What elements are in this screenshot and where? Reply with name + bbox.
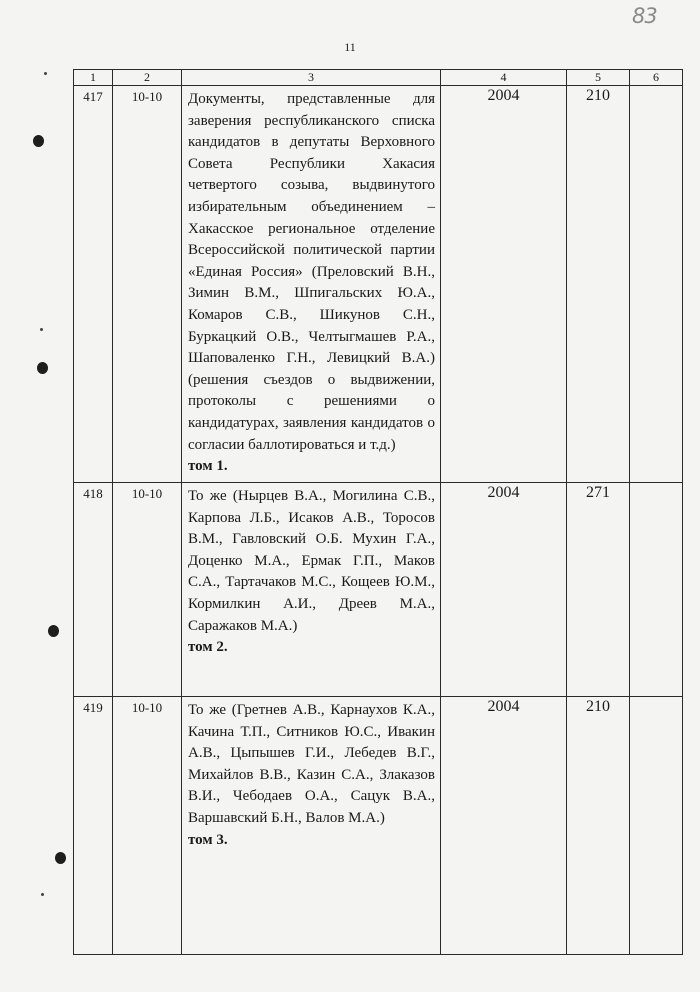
item-sheets: 210 <box>567 86 630 483</box>
binder-hole <box>37 362 48 374</box>
item-number: 417 <box>74 86 113 483</box>
table-row <box>74 86 683 483</box>
binder-hole <box>48 625 59 637</box>
col-header: 5 <box>567 70 630 86</box>
item-text: Документы, представленные для заверения республиканского списка кандидатов в депутаты Верховного Совета Республики Хакасия четвертого созыва, выдвинутого избирательным объединением – Хакасское региональное отделение Всероссийской политической партии «Единая Россия» (Преловский В.Н., Зимин В.М., Шпигальских Ю.А., Комаров С.В., Шикунов С.Н., Буркацкий О.В., Челтыгмашев Р.А., Шаповаленко Г.Н., Левицкий В.А.) (решения съездов о выдвижении, протоколы с решениями о кандидатурах, заявления кандидатов о согласии баллотироваться и т.д.) <box>188 91 435 453</box>
item-note <box>630 697 683 955</box>
item-description <box>182 86 441 483</box>
item-year: 2004 <box>441 697 567 955</box>
item-volume: том 1. <box>188 458 228 475</box>
item-text: То же (Нырцев В.А., Могилина С.В., Карпова Л.Б., Исаков А.В., Торосов В.М., Гавловский О.Б. Мухин Г.А., Доценко М.А., Ермак Г.П., Маков С.А., Тартачаков М.С., Кощеев Ю.М., Кормилкин А.И., Дреев М.А., Саражаков М.А.) <box>188 488 435 634</box>
table-row <box>74 483 683 697</box>
item-number: 418 <box>74 483 113 697</box>
header-row <box>74 70 683 86</box>
speck <box>44 72 47 75</box>
item-volume: том 2. <box>188 639 228 656</box>
col-header: 1 <box>74 70 113 86</box>
item-sheets: 271 <box>567 483 630 697</box>
item-note <box>630 86 683 483</box>
col-header: 6 <box>630 70 683 86</box>
binder-hole <box>33 135 44 147</box>
item-year: 2004 <box>441 86 567 483</box>
item-code: 10-10 <box>113 483 182 697</box>
item-year: 2004 <box>441 483 567 697</box>
item-code: 10-10 <box>113 697 182 955</box>
binder-hole <box>55 852 66 864</box>
inventory-table <box>73 69 683 955</box>
item-text: То же (Гретнев А.В., Карнаухов К.А., Качина Т.П., Ситников Ю.С., Ивакин А.В., Цыпышев Г.И., Лебедев В.Г., Михайлов В.В., Казин С.А., Злаказов В.И., Чебодаев О.А., Сацук В.А., Варшавский Б.Н., Валов М.А.) <box>188 702 435 826</box>
speck <box>40 328 43 331</box>
handwritten-sheet-number: 83 <box>632 4 657 28</box>
table-row <box>74 697 683 955</box>
page-number: 11 <box>344 40 356 54</box>
col-header: 2 <box>113 70 182 86</box>
col-header: 4 <box>441 70 567 86</box>
item-note <box>630 483 683 697</box>
item-sheets: 210 <box>567 697 630 955</box>
item-description <box>182 697 441 955</box>
item-volume: том 3. <box>188 831 228 848</box>
speck <box>41 893 44 896</box>
item-description <box>182 483 441 697</box>
item-number: 419 <box>74 697 113 955</box>
item-code: 10-10 <box>113 86 182 483</box>
col-header: 3 <box>182 70 441 86</box>
